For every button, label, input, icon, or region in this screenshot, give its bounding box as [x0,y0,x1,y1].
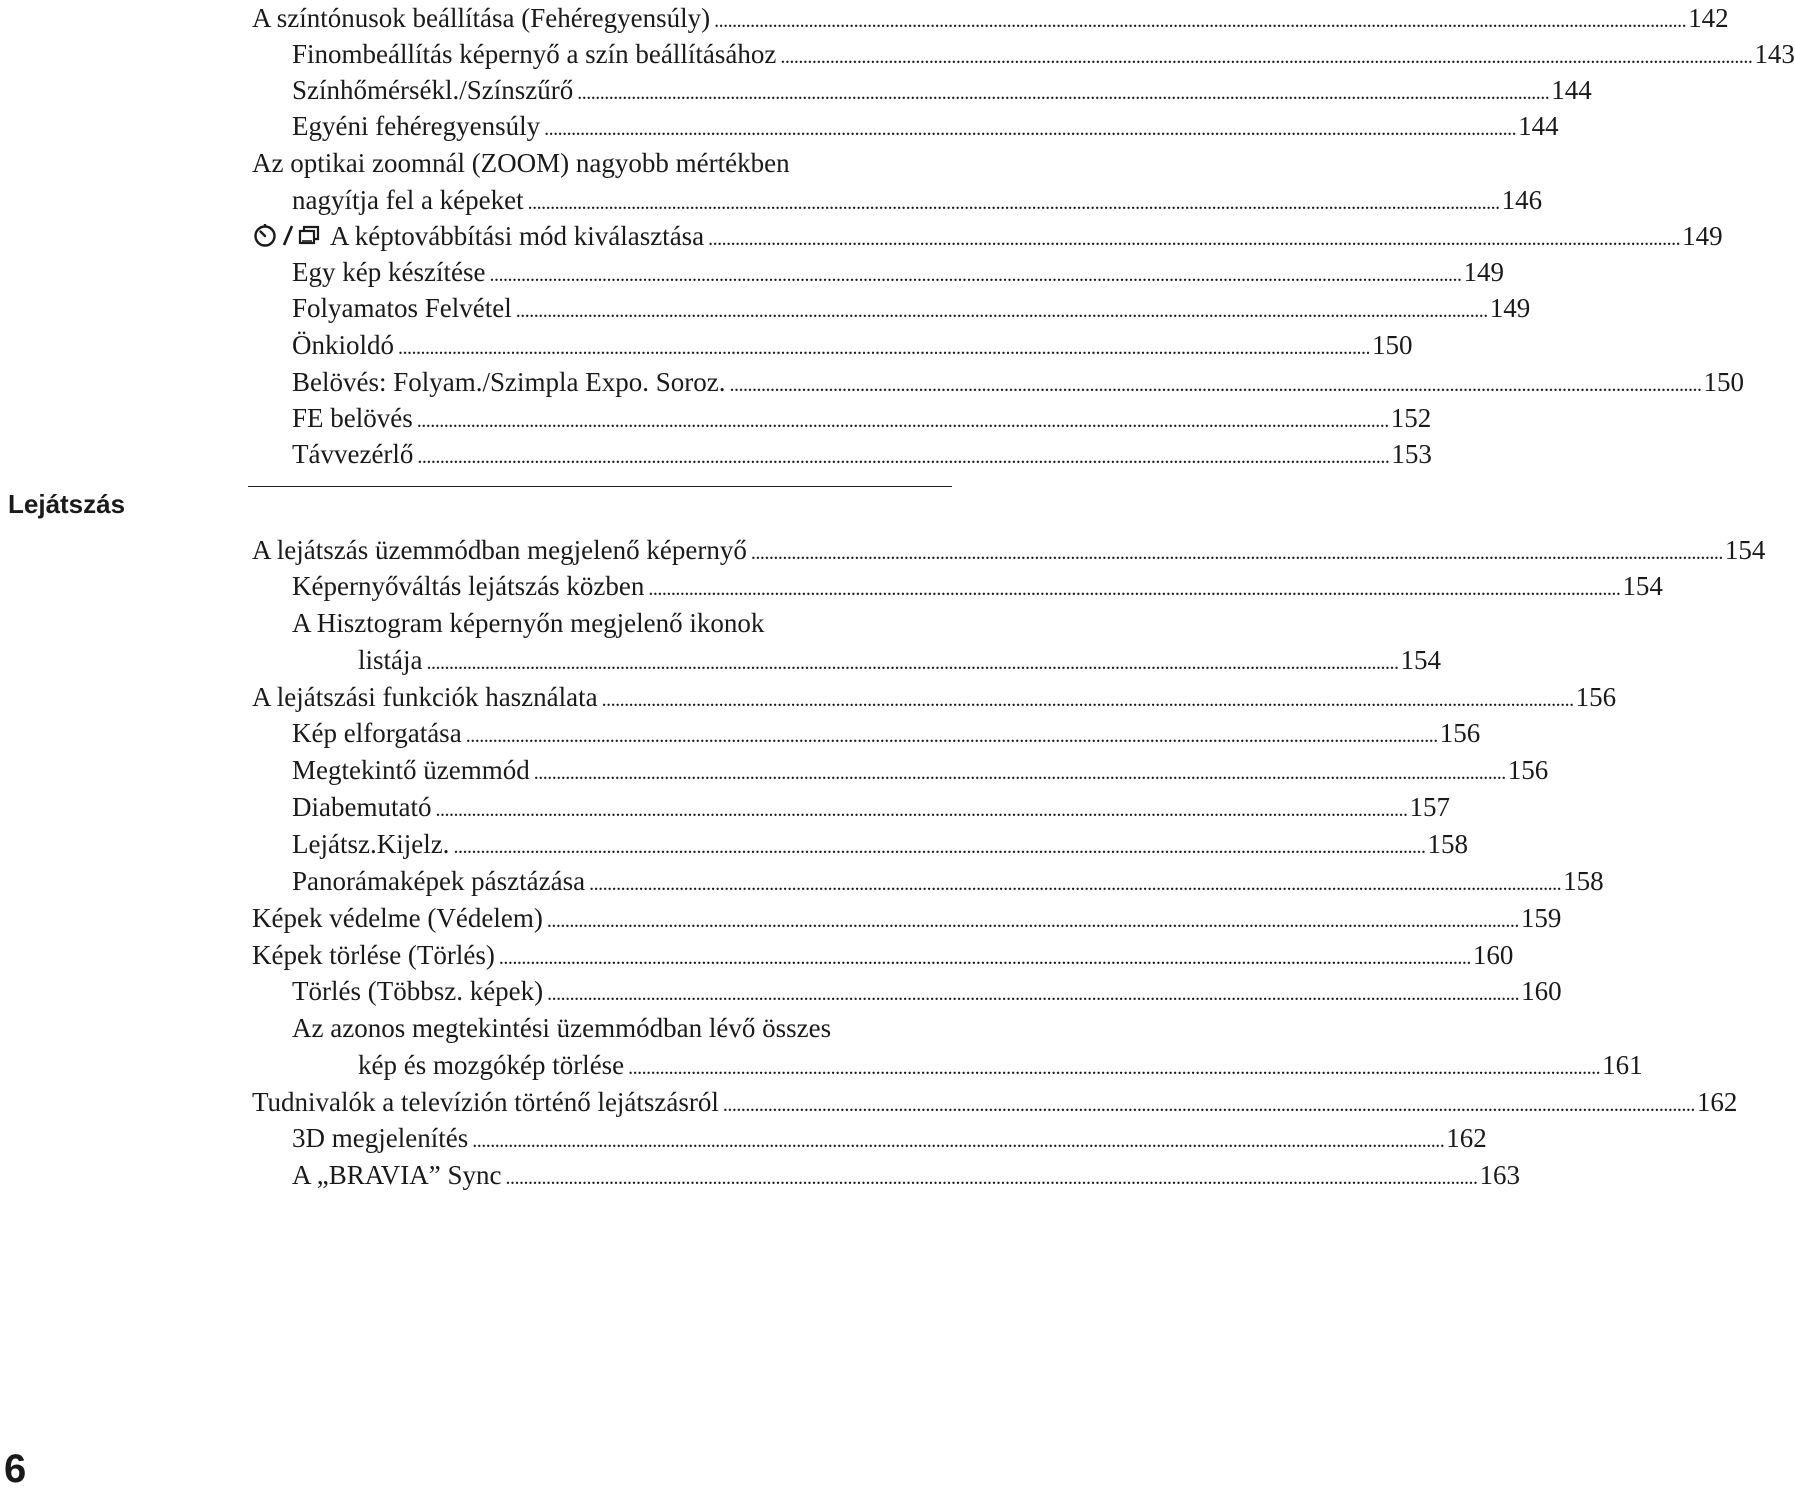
toc-entry-title: 3D megjelenítés [292,1123,469,1153]
toc-entry[interactable] [292,72,1592,108]
toc-entry-line1[interactable] [292,1010,952,1046]
toc-entry-page: 156 [1507,755,1549,785]
toc-entry[interactable] [292,1157,1521,1193]
section-heading: Lejátszás [8,489,126,519]
toc-entry-title: Színhőmérsékl./Színszűrő [292,75,574,105]
toc-entry-page: 150 [1703,367,1744,397]
toc-entry-page: 160 [1472,940,1514,970]
leader-dots [516,293,1488,329]
leader-dots [528,185,1500,221]
toc-entry-title: nagyítja fel a képeket [292,185,524,215]
toc-entry-title: A lejátszási funkciók használata [252,682,598,712]
leader-dots [547,976,1519,1012]
toc-entry-page: 149 [1463,257,1504,287]
leader-dots [602,682,1574,718]
leader-dots [544,111,1516,147]
leader-dots [577,75,1549,111]
toc-entry[interactable] [292,364,1744,400]
leader-dots [472,1123,1444,1159]
leader-dots [729,367,1701,403]
leader-dots [723,1087,1695,1123]
leader-dots [547,903,1519,939]
toc-entry[interactable] [292,436,1432,472]
toc-entry[interactable] [252,532,1766,568]
toc-entry-title: Az optikai zoomnál (ZOOM) nagyobb mértékben [252,148,790,178]
toc-entry[interactable] [252,679,1617,715]
toc-entry[interactable] [358,642,1441,678]
leader-dots [534,755,1506,791]
toc-entry[interactable] [252,937,1514,973]
toc-entry-page: 156 [1439,718,1481,748]
toc-entry-page: 153 [1391,439,1432,469]
toc-entry-title: Tudnivalók a televízión történő lejátszásról [252,1087,719,1117]
leader-dots [426,645,1398,681]
toc-entry-line1[interactable] [252,145,952,181]
toc-entry-title: A lejátszás üzemmódban megjelenő képernyő [252,535,747,565]
toc-entry-title: Képek törlése (Törlés) [252,940,495,970]
toc-entry[interactable] [292,327,1413,363]
toc-entry-title: Finombeállítás képernyő a szín beállításához [292,39,777,69]
toc-entry-page: 159 [1520,903,1562,933]
toc-entry-page: 142 [1688,3,1729,33]
toc-entry-page: 158 [1427,829,1468,859]
leader-dots [714,3,1686,39]
continuous-shooting-icon [298,222,322,248]
toc-entry[interactable] [292,182,1543,218]
leader-dots [780,39,1752,75]
leader-dots [489,257,1461,293]
toc-entry-page: 162 [1696,1087,1738,1117]
leader-dots [589,866,1561,902]
toc-entry-title: A „BRAVIA” Sync [292,1160,502,1190]
leader-dots [628,1050,1600,1086]
toc-entry-title: Képernyőváltás lejátszás közben [292,571,645,601]
leader-dots [453,829,1425,865]
toc-entry-title: Folyamatos Felvétel [292,293,512,323]
toc-entry-title: listája [358,645,423,675]
toc-entry-page: 143 [1754,39,1795,69]
toc-entry-page: 163 [1479,1160,1521,1190]
toc-entry-title: Távvezérlő [292,439,414,469]
toc-entry-page: 154 [1400,645,1441,675]
toc-entry-page: 149 [1682,221,1723,251]
toc-entry[interactable] [292,568,1663,604]
slash-separator-icon [280,222,296,248]
leader-dots [708,221,1680,257]
page-number: 6 [4,1447,27,1491]
toc-entry[interactable] [292,752,1549,788]
leader-dots [398,330,1370,366]
toc-entry-page: 152 [1390,403,1432,433]
toc-entry-page: 150 [1372,330,1413,360]
toc-entry[interactable] [292,715,1481,751]
toc-entry-title: A Hisztogram képernyőn megjelenő ikonok [292,608,765,638]
toc-entry-title [252,218,704,254]
toc-entry-title-text: A képtovábbítási mód kiválasztása [330,221,705,251]
toc-entry-title: Törlés (Többsz. képek) [292,976,544,1006]
toc-entry-title: Az azonos megtekintési üzemmódban lévő összes [292,1013,832,1043]
toc-entry[interactable] [252,900,1562,936]
toc-entry-title: Kép elforgatása [292,718,462,748]
leader-dots [466,718,1438,754]
toc-entry[interactable] [292,863,1604,899]
toc-entry-title: Diabemutató [292,792,432,822]
toc-entry-page: 157 [1409,792,1450,822]
leader-dots [751,535,1723,571]
toc-entry[interactable] [252,218,1723,254]
leader-dots [417,439,1389,475]
toc-entry-title: FE belövés [292,403,413,433]
toc-entry-title: Képek védelme (Védelem) [252,903,543,933]
toc-entry[interactable] [292,789,1450,825]
toc-entry[interactable] [358,1047,1643,1083]
toc-entry-title: kép és mozgókép törlése [358,1050,625,1080]
toc-entry[interactable] [292,290,1531,326]
toc-entry[interactable] [292,400,1432,436]
toc-entry-title: Belövés: Folyam./Szimpla Expo. Soroz. [292,367,726,397]
toc-entry[interactable] [292,108,1559,144]
leader-dots [506,1160,1478,1196]
toc-entry-page: 160 [1521,976,1562,1006]
toc-entry-page: 158 [1563,866,1604,896]
leader-dots [417,403,1389,439]
toc-entry[interactable] [292,36,1795,72]
toc-entry[interactable] [252,1084,1738,1120]
leader-dots [499,940,1471,976]
toc-entry-title: A színtónusok beállítása (Fehéregyensúly) [252,3,711,33]
toc-entry-title: Panorámaképek pásztázása [292,866,586,896]
toc-entry-page: 149 [1489,293,1531,323]
leader-dots [435,792,1407,828]
section-divider [248,486,952,487]
toc-entry-page: 146 [1501,185,1543,215]
toc-entry[interactable] [292,973,1562,1009]
drive-mode-icons [252,222,322,248]
toc-entry-title: Önkioldó [292,330,395,360]
toc-entry-title: Megtekintő üzemmód [292,755,530,785]
toc-entry-page: 144 [1518,111,1559,141]
toc-entry-title: Lejátsz.Kijelz. [292,829,450,859]
toc-entry-page: 161 [1602,1050,1643,1080]
toc-entry-line1[interactable] [292,605,952,641]
self-timer-icon [252,222,278,248]
toc-entry-page: 154 [1622,571,1663,601]
toc-entry-page: 144 [1551,75,1592,105]
toc-entry-title: Egy kép készítése [292,257,486,287]
toc-entry[interactable] [292,1120,1487,1156]
toc-entry-page: 156 [1575,682,1617,712]
toc-entry[interactable] [252,0,1729,36]
toc-entry-page: 162 [1446,1123,1487,1153]
toc-entry-title: Egyéni fehéregyensúly [292,111,541,141]
toc-entry[interactable] [292,826,1468,862]
toc-entry[interactable] [292,254,1504,290]
leader-dots [648,571,1620,607]
toc-entry-page: 154 [1724,535,1766,565]
